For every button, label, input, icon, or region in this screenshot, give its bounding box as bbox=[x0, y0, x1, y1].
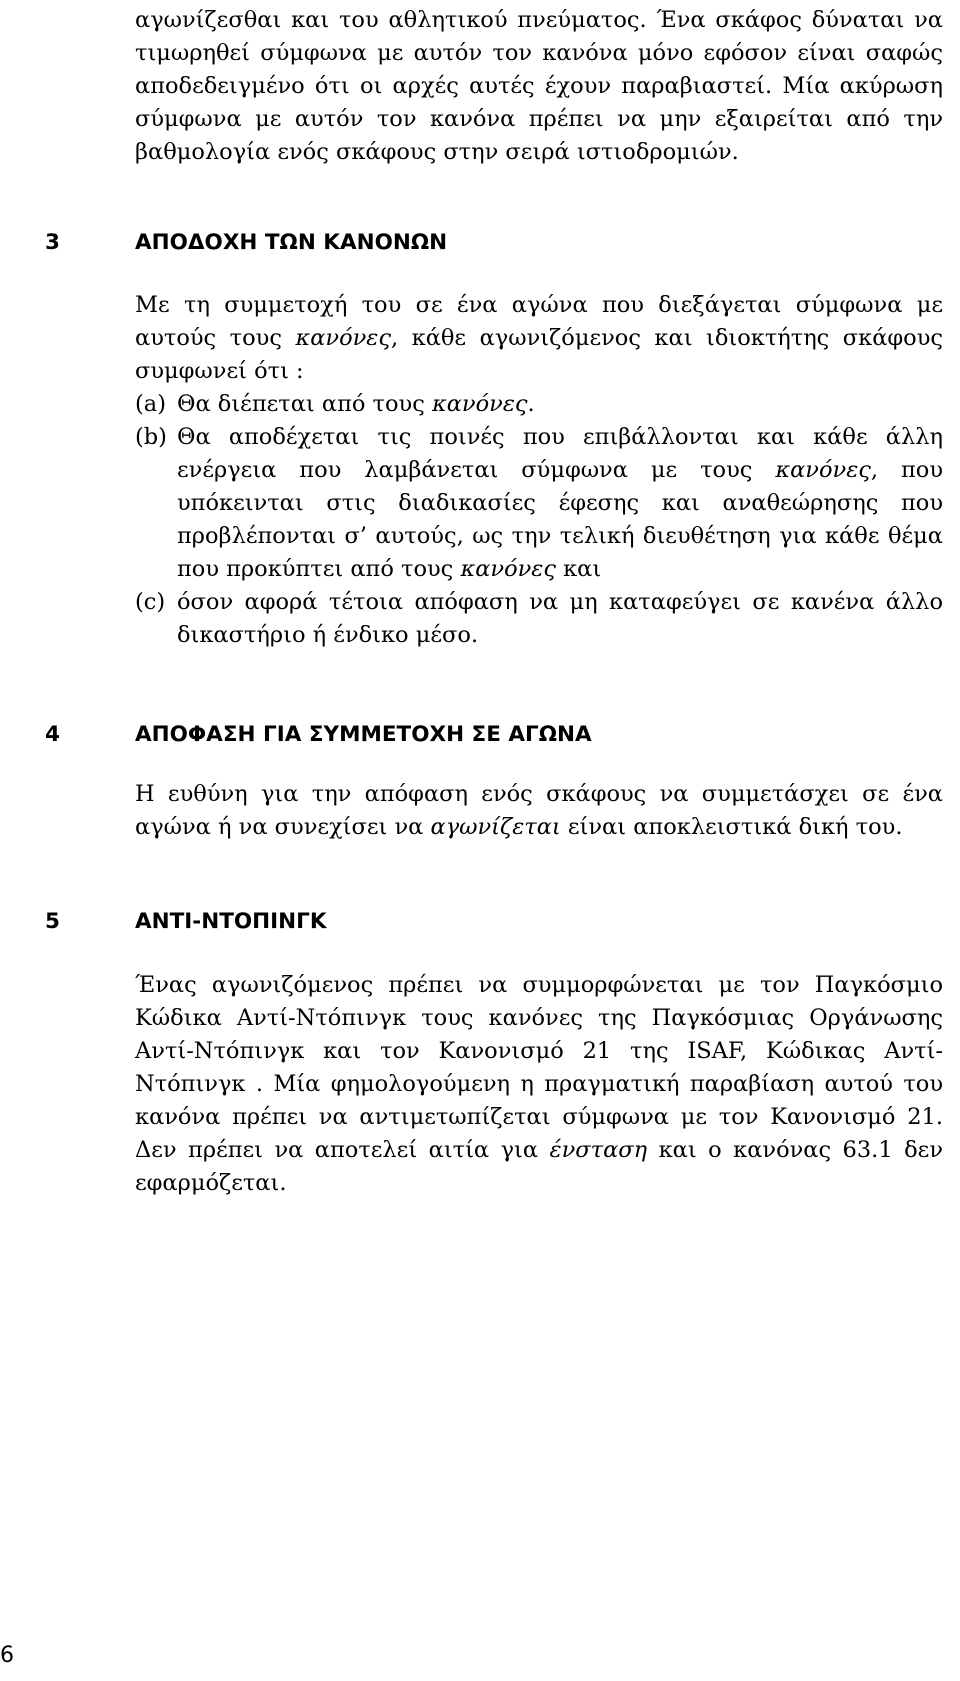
list-item-a-after: . bbox=[527, 391, 535, 417]
section-3-intro bbox=[135, 289, 943, 388]
section-4-after: είναι αποκλειστικά δική του. bbox=[560, 814, 903, 840]
section-3-heading bbox=[45, 226, 945, 259]
section-5-number: 5 bbox=[45, 909, 60, 934]
intro-paragraph bbox=[135, 4, 943, 169]
list-item-b-before: Θα αποδέχεται τις ποινές που επιβάλλονται και κάθε άλλη ενέργεια που λαμβάνεται σύμφωνα με τους bbox=[177, 424, 943, 483]
section-5-paragraph bbox=[135, 969, 943, 1200]
section-3-number: 3 bbox=[45, 230, 60, 255]
section-5-italic: ένσταση bbox=[549, 1137, 648, 1163]
section-3-intro-before: Με τη συμμετοχή του σε ένα αγώνα που διεξάγεται σύμφωνα με αυτούς τους bbox=[135, 292, 943, 351]
section-3-intro-after: , κάθε αγωνιζόμενος και ιδιοκτήτης σκάφους συμφωνεί ότι : bbox=[135, 325, 943, 384]
section-3-title: ΑΠΟΔΟΧΗ ΤΩΝ ΚΑΝΟΝΩΝ bbox=[135, 230, 448, 255]
list-item-c-text: όσον αφορά τέτοια απόφαση να μη καταφεύγει σε κανένα άλλο δικαστήριο ή ένδικο μέσο. bbox=[177, 589, 943, 648]
list-item-b bbox=[135, 421, 943, 586]
section-5-before: Ένας αγωνιζόμενος πρέπει να συμμορφώνεται με τον Παγκόσμιο Κώδικα Αντί-Ντόπινγκ τους κανόνες της Παγκόσμιας Οργάνωσης Αντί-Ντόπινγκ και τον Κανονισμό 21 της ISAF, Κώδικας Αντί-Ντόπινγκ . Μία φημολογούμενη η πραγματική παραβίαση αυτού του κανόνα πρέπει να αντιμετωπίζεται σύμφωνα με τον Κανονισμό 21. Δεν πρέπει να αποτελεί αιτία για bbox=[135, 972, 943, 1163]
list-marker-b: (b) bbox=[135, 424, 167, 450]
section-3-list bbox=[135, 388, 943, 652]
section-4-title: ΑΠΟΦΑΣΗ ΓΙΑ ΣΥΜΜΕΤΟΧΗ ΣΕ ΑΓΩΝΑ bbox=[135, 722, 592, 747]
section-3-intro-italic: κανόνες bbox=[295, 325, 391, 351]
intro-text: αγωνίζεσθαι και του αθλητικού πνεύματος. Ένα σκάφος δύναται να τιμωρηθεί σύμφωνα με αυτόν τον κανόνα μόνο εφόσον είναι σαφώς αποδεδειγμένο ότι οι αρχές αυτές έχουν παραβιαστεί. Μία ακύρωση σύμφωνα με αυτόν τον κανόνα πρέπει να μην εξαιρείται από την βαθμολογία ενός σκάφους στην σειρά ιστιοδρομιών. bbox=[135, 7, 943, 165]
list-marker-c: (c) bbox=[135, 589, 166, 615]
list-item-c bbox=[135, 586, 943, 652]
list-item-a-italic: κανόνες bbox=[431, 391, 528, 417]
section-5-heading bbox=[45, 905, 945, 938]
section-4-italic: αγωνίζεται bbox=[430, 814, 561, 840]
list-item-a bbox=[135, 388, 943, 421]
section-4-paragraph bbox=[135, 778, 943, 844]
section-4-number: 4 bbox=[45, 722, 60, 747]
list-item-b-italic: κανόνες bbox=[775, 457, 871, 483]
list-marker-a: (a) bbox=[135, 391, 166, 417]
list-item-b-middle: , που υπόκεινται στις διαδικασίες έφεσης και αναθεώρησης που προβλέπονται σ’ αυτούς, ως την τελική διευθέτηση για κάθε θέμα που προκύπτει από τους bbox=[177, 457, 943, 582]
section-5-title: ΑΝΤΙ-ΝΤΟΠΙΝΓΚ bbox=[135, 909, 327, 934]
list-item-b-italic-2: κανόνες bbox=[460, 556, 556, 582]
section-5-after: και ο κανόνας 63.1 δεν εφαρμόζεται. bbox=[135, 1137, 943, 1196]
list-item-a-before: Θα διέπεται από τους bbox=[177, 391, 432, 417]
list-item-b-after: και bbox=[555, 556, 602, 582]
section-4-heading bbox=[45, 718, 945, 751]
section-4-before: Η ευθύνη για την απόφαση ενός σκάφους να συμμετάσχει σε ένα αγώνα ή να συνεχίσει να bbox=[135, 781, 943, 840]
page-number: 6 bbox=[0, 1643, 14, 1668]
